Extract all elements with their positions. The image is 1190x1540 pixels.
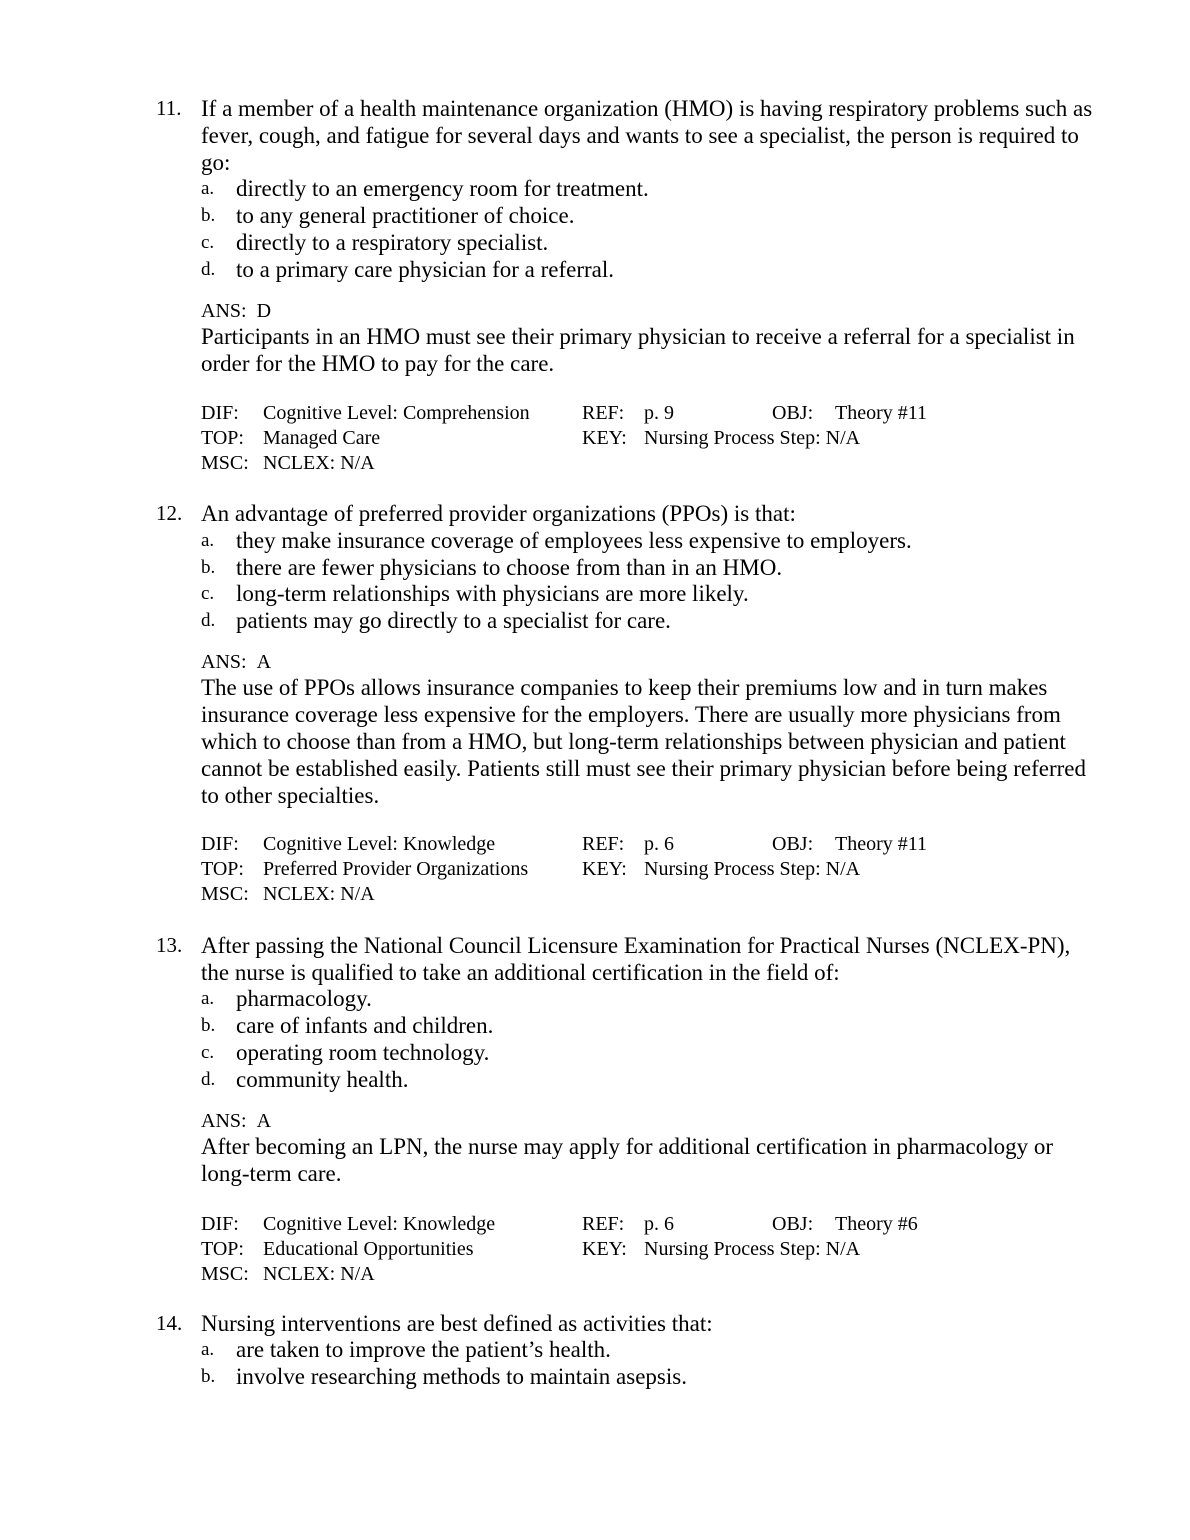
option-b <box>201 554 1091 581</box>
answer-line <box>201 1108 271 1135</box>
question-stem: If a member of a health maintenance organization (HMO) is having respiratory problems such as fever, cough, and fatigue for several days and wants to see a specialist, the person is required to go: <box>201 96 1093 175</box>
option-text: to a primary care physician for a referral. <box>236 257 615 282</box>
msc-value: NCLEX: N/A <box>263 883 375 905</box>
dif-value: Cognitive Level: Comprehension <box>263 402 530 424</box>
dif-label: DIF: <box>201 833 239 855</box>
ref-value: p. 6 <box>644 833 674 855</box>
option-letter: b. <box>201 1015 216 1036</box>
top-value: Managed Care <box>263 427 381 449</box>
option-a <box>201 527 1091 554</box>
option-letter: a. <box>201 1339 215 1360</box>
question-number: 11. <box>156 96 182 120</box>
option-text: directly to a respiratory specialist. <box>236 230 549 255</box>
question-metadata <box>201 1212 1091 1287</box>
answer-label: ANS: <box>201 300 247 322</box>
key-label: KEY: <box>582 427 627 449</box>
option-letter: a. <box>201 530 215 551</box>
option-letter: d. <box>201 610 216 631</box>
answer-label: ANS: <box>201 1110 247 1132</box>
rationale: Participants in an HMO must see their primary physician to receive a referral for a specialist in order for the HMO to pay for the care. <box>201 324 1075 376</box>
question-metadata <box>201 832 1091 907</box>
option-c <box>201 580 1091 607</box>
question-stem: An advantage of preferred provider organizations (PPOs) is that: <box>201 501 796 526</box>
option-b <box>201 1012 1091 1039</box>
msc-label: MSC: <box>201 883 249 905</box>
question-stem: Nursing interventions are best defined as activities that: <box>201 1311 713 1336</box>
rationale: The use of PPOs allows insurance companies to keep their premiums low and in turn makes insurance coverage less expensive for the employers. There are usually more physicians from which to choose than from a HMO, but long-term relationships between physician and patient cannot be established easily. Patients still must see their primary physician before being referred to other specialties. <box>201 675 1087 808</box>
top-label: TOP: <box>201 427 244 449</box>
option-b <box>201 202 1091 229</box>
msc-value: NCLEX: N/A <box>263 1263 375 1285</box>
option-letter: a. <box>201 988 215 1009</box>
option-text: pharmacology. <box>236 986 372 1011</box>
dif-label: DIF: <box>201 402 239 424</box>
option-text: they make insurance coverage of employees less expensive to employers. <box>236 528 912 553</box>
answer-value: A <box>256 651 272 673</box>
obj-value: Theory #11 <box>835 402 928 424</box>
ref-value: p. 6 <box>644 1213 674 1235</box>
option-letter: d. <box>201 259 216 280</box>
option-text: involve researching methods to maintain asepsis. <box>236 1364 687 1389</box>
obj-value: Theory #11 <box>835 833 928 855</box>
question-metadata <box>201 401 1091 476</box>
answer-line <box>201 649 271 676</box>
option-letter: b. <box>201 1366 216 1387</box>
option-b <box>201 1363 1091 1390</box>
answer-value: A <box>256 1110 272 1132</box>
question-number: 12. <box>156 501 183 525</box>
key-label: KEY: <box>582 858 627 880</box>
top-value: Preferred Provider Organizations <box>263 858 529 880</box>
ref-value: p. 9 <box>644 402 674 424</box>
option-letter: c. <box>201 232 215 253</box>
option-a <box>201 985 1091 1012</box>
dif-value: Cognitive Level: Knowledge <box>263 1213 496 1235</box>
question-stem: After passing the National Council Licensure Examination for Practical Nurses (NCLEX-PN), the nurse is qualified to take an additional certification in the field of: <box>201 933 1071 985</box>
msc-label: MSC: <box>201 1263 249 1285</box>
answer-line <box>201 298 271 325</box>
ref-label: REF: <box>582 1213 625 1235</box>
option-text: directly to an emergency room for treatment. <box>236 176 649 201</box>
obj-label: OBJ: <box>772 833 814 855</box>
question-number: 13. <box>156 933 183 957</box>
option-c <box>201 1039 1091 1066</box>
answer-value: D <box>256 300 272 322</box>
top-label: TOP: <box>201 858 244 880</box>
option-letter: b. <box>201 205 216 226</box>
option-d <box>201 256 1091 283</box>
key-label: KEY: <box>582 1238 627 1260</box>
option-a <box>201 175 1091 202</box>
option-a <box>201 1336 1091 1363</box>
option-c <box>201 229 1091 256</box>
msc-value: NCLEX: N/A <box>263 452 375 474</box>
ref-label: REF: <box>582 402 625 424</box>
option-text: are taken to improve the patient’s health. <box>236 1337 611 1362</box>
option-text: long-term relationships with physicians are more likely. <box>236 581 749 606</box>
question-number: 14. <box>156 1311 183 1335</box>
option-letter: a. <box>201 178 215 199</box>
obj-label: OBJ: <box>772 402 814 424</box>
option-text: care of infants and children. <box>236 1013 494 1038</box>
option-text: to any general practitioner of choice. <box>236 203 575 228</box>
option-text: operating room technology. <box>236 1040 490 1065</box>
obj-label: OBJ: <box>772 1213 814 1235</box>
option-d <box>201 607 1091 634</box>
key-value: Nursing Process Step: N/A <box>644 858 861 880</box>
option-d <box>201 1066 1091 1093</box>
option-text: patients may go directly to a specialist for care. <box>236 608 671 633</box>
option-letter: c. <box>201 1042 215 1063</box>
option-text: community health. <box>236 1067 409 1092</box>
option-letter: c. <box>201 583 215 604</box>
key-value: Nursing Process Step: N/A <box>644 427 861 449</box>
obj-value: Theory #6 <box>835 1213 918 1235</box>
key-value: Nursing Process Step: N/A <box>644 1238 861 1260</box>
ref-label: REF: <box>582 833 625 855</box>
top-value: Educational Opportunities <box>263 1238 474 1260</box>
option-letter: b. <box>201 557 216 578</box>
top-label: TOP: <box>201 1238 244 1260</box>
rationale: After becoming an LPN, the nurse may apply for additional certification in pharmacology or long-term care. <box>201 1134 1054 1186</box>
msc-label: MSC: <box>201 452 249 474</box>
dif-label: DIF: <box>201 1213 239 1235</box>
option-letter: d. <box>201 1069 216 1090</box>
answer-label: ANS: <box>201 651 247 673</box>
option-text: there are fewer physicians to choose from than in an HMO. <box>236 555 783 580</box>
dif-value: Cognitive Level: Knowledge <box>263 833 496 855</box>
